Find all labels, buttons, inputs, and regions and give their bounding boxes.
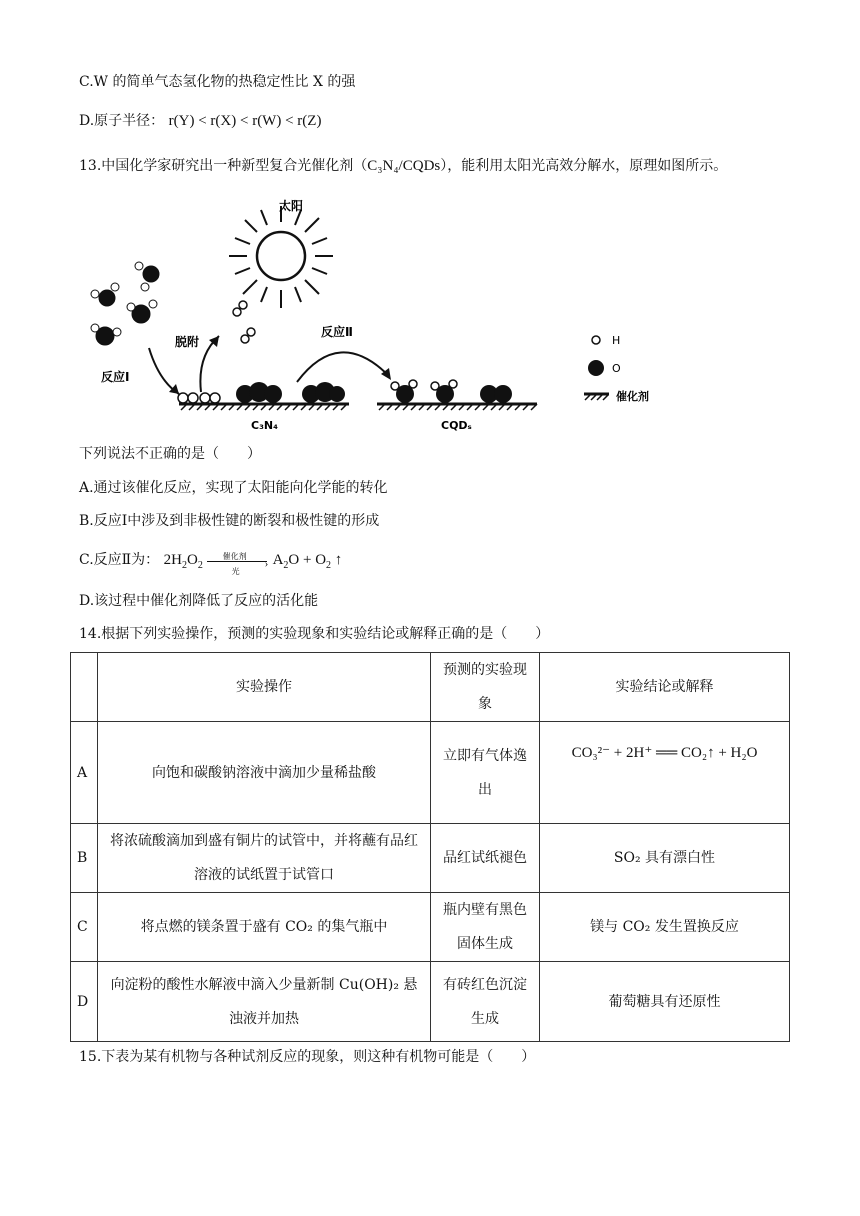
q13-option-c [79, 550, 342, 576]
row-observation: 立即有气体逸出 [431, 722, 540, 824]
row-observation: 品红试纸褪色 [431, 824, 540, 893]
experiment-table [70, 652, 790, 1042]
legend [584, 334, 649, 403]
q13-catalyst: C₃N₄/CQDs [367, 158, 441, 174]
q15-stem: 15.下表为某有机物与各种试剂反应的现象，则这种有机物可能是（ ） [79, 1049, 536, 1065]
table-row [71, 722, 790, 824]
header-operation: 实验操作 [98, 653, 431, 722]
table-header-row [71, 653, 790, 722]
legend-catalyst-label: 催化剂 [616, 390, 649, 403]
header-blank [71, 653, 98, 722]
reaction2-arrow [297, 352, 389, 382]
row-observation: 有砖红色沉淀生成 [431, 962, 540, 1042]
row-conclusion: 葡萄糖具有还原性 [540, 962, 790, 1042]
legend-o-label: O [612, 362, 621, 375]
reaction1-arrowhead [169, 384, 179, 394]
reaction1-label: 反应Ⅰ [101, 370, 130, 384]
header-observation: 预测的实验现象 [431, 653, 540, 722]
c3n4-label: C₃N₄ [251, 419, 278, 432]
q13-option-b: B.反应Ⅰ中涉及到非极性键的断裂和极性键的形成 [79, 513, 380, 529]
table-row [71, 962, 790, 1042]
question-13 [79, 156, 727, 176]
q13-option-d: D.该过程中催化剂降低了反应的活化能 [79, 593, 319, 609]
hydrogen-molecules [233, 301, 255, 343]
q13-suffix: ），能利用太阳光高效分解水，原理如图所示。 [440, 158, 728, 174]
row-operation: 向淀粉的酸性水解液中滴入少量新制 Cu(OH)₂ 悬浊液并加热 [98, 962, 431, 1042]
reaction2-label: 反应Ⅱ [321, 325, 353, 339]
row-label: B [71, 824, 98, 893]
option-c-w: C.W 的简单气态氢化物的热稳定性比 X 的强 [79, 74, 356, 90]
row-label: D [71, 962, 98, 1042]
cqds-label: CQDₛ [441, 419, 472, 432]
option-d-radius [79, 111, 321, 131]
row-conclusion: 镁与 CO₂ 发生置换反应 [540, 893, 790, 962]
row-operation: 将浓硫酸滴加到盛有铜片的试管中，并将蘸有品红溶液的试纸置于试管口 [98, 824, 431, 893]
row-conclusion: CO₃²⁻ + 2H⁺ ══ CO₂↑ + H₂O [540, 722, 790, 824]
table-row [71, 893, 790, 962]
row-conclusion: SO₂ 具有漂白性 [540, 824, 790, 893]
header-conclusion: 实验结论或解释 [540, 653, 790, 722]
table-row [71, 824, 790, 893]
q13-c-prefix: C.反应Ⅱ为： [79, 552, 160, 568]
row-observation: 瓶内壁有黑色固体生成 [431, 893, 540, 962]
q14-stem: 14.根据下列实验操作，预测的实验现象和实验结论或解释正确的是（ ） [79, 626, 550, 642]
sun-icon [229, 206, 333, 308]
arrow-top-label: 催化剂 [222, 551, 247, 561]
reaction-arrow [207, 551, 273, 576]
q13-c-equation: $2H_2O_2$ 催化剂 › 光 $A_2O + O_2$ ↑ [164, 552, 343, 568]
sun-label: 太阳 [279, 199, 304, 213]
q13-stem: 下列说法不正确的是（ ） [79, 446, 261, 462]
arrow-bottom-label: 光 [231, 566, 240, 576]
q13-prefix: 13.中国化学家研究出一种新型复合光催化剂（ [79, 158, 368, 174]
row-operation: 将点燃的镁条置于盛有 CO₂ 的集气瓶中 [98, 893, 431, 962]
option-d-math: r(Y) < r(X) < r(W) < r(Z) [168, 113, 322, 129]
row-operation: 向饱和碳酸钠溶液中滴加少量稀盐酸 [98, 722, 431, 824]
option-d-prefix: D.原子半径： [79, 113, 165, 129]
arrow-head: › [264, 557, 269, 570]
q13-option-a: A.通过该催化反应，实现了太阳能向化学能的转化 [79, 480, 388, 496]
cqds-surface [377, 380, 537, 410]
c3n4-surface [178, 382, 349, 410]
photocatalysis-diagram [79, 186, 679, 436]
row-label: C [71, 893, 98, 962]
water-molecules [91, 262, 159, 345]
row-label: A [71, 722, 98, 824]
legend-h-label: H [612, 334, 621, 347]
desorb-label: 脱附 [175, 335, 200, 349]
